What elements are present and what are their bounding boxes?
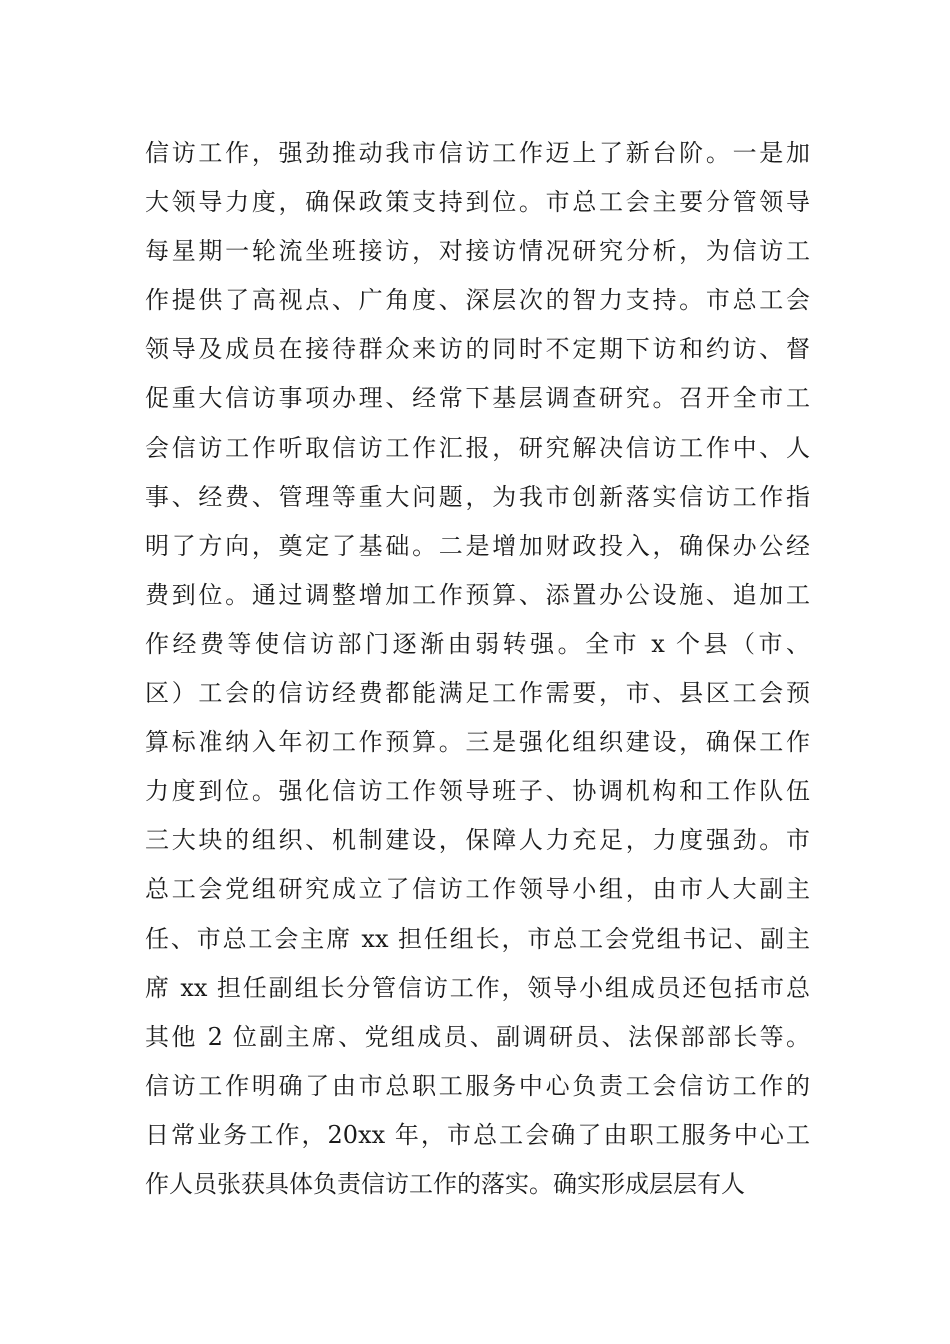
text-line: 作提供了高视点、广角度、深层次的智力支持。市总工会 — [145, 286, 810, 315]
text-line: 明了方向，奠定了基础。二是增加财政投入，确保办公经 — [145, 531, 810, 560]
text-line: 信访工作明确了由市总职工服务中心负责工会信访工作的 — [145, 1071, 810, 1100]
text-line: 总工会党组研究成立了信访工作领导小组，由市人大副主 — [145, 875, 810, 904]
text-line: 日常业务工作，20xx 年，市总工会确了由职工服务中心工 — [145, 1120, 810, 1149]
text-line: 其他 2 位副主席、党组成员、副调研员、法保部部长等。 — [145, 1022, 810, 1051]
text-line: 任、市总工会主席 xx 担任组长，市总工会党组书记、副主 — [145, 924, 810, 953]
text-line: 三大块的组织、机制建设，保障人力充足，力度强劲。市 — [145, 826, 810, 855]
body-paragraph — [145, 129, 810, 1209]
text-line: 区）工会的信访经费都能满足工作需要，市、县区工会预 — [145, 679, 810, 708]
text-line: 力度到位。强化信访工作领导班子、协调机构和工作队伍 — [145, 777, 810, 806]
text-line: 席 xx 担任副组长分管信访工作，领导小组成员还包括市总 — [145, 973, 810, 1002]
text-line: 作经费等使信访部门逐渐由弱转强。全市 x 个县（市、 — [145, 629, 810, 658]
text-line: 事、经费、管理等重大问题，为我市创新落实信访工作指 — [145, 482, 810, 511]
text-line: 费到位。通过调整增加工作预算、添置办公设施、追加工 — [145, 580, 810, 609]
text-line: 每星期一轮流坐班接访，对接访情况研究分析，为信访工 — [145, 237, 810, 266]
text-line: 促重大信访事项办理、经常下基层调查研究。召开全市工 — [145, 384, 810, 413]
text-line: 算标准纳入年初工作预算。三是强化组织建设，确保工作 — [145, 728, 810, 757]
text-line: 作人员张获具体负责信访工作的落实。确实形成层层有人 — [145, 1169, 745, 1198]
text-line: 会信访工作听取信访工作汇报，研究解决信访工作中、人 — [145, 433, 810, 462]
text-line: 信访工作，强劲推动我市信访工作迈上了新台阶。一是加 — [145, 139, 810, 167]
text-line: 领导及成员在接待群众来访的同时不定期下访和约访、督 — [145, 335, 810, 364]
text-line: 大领导力度，确保政策支持到位。市总工会主要分管领导 — [145, 188, 810, 217]
